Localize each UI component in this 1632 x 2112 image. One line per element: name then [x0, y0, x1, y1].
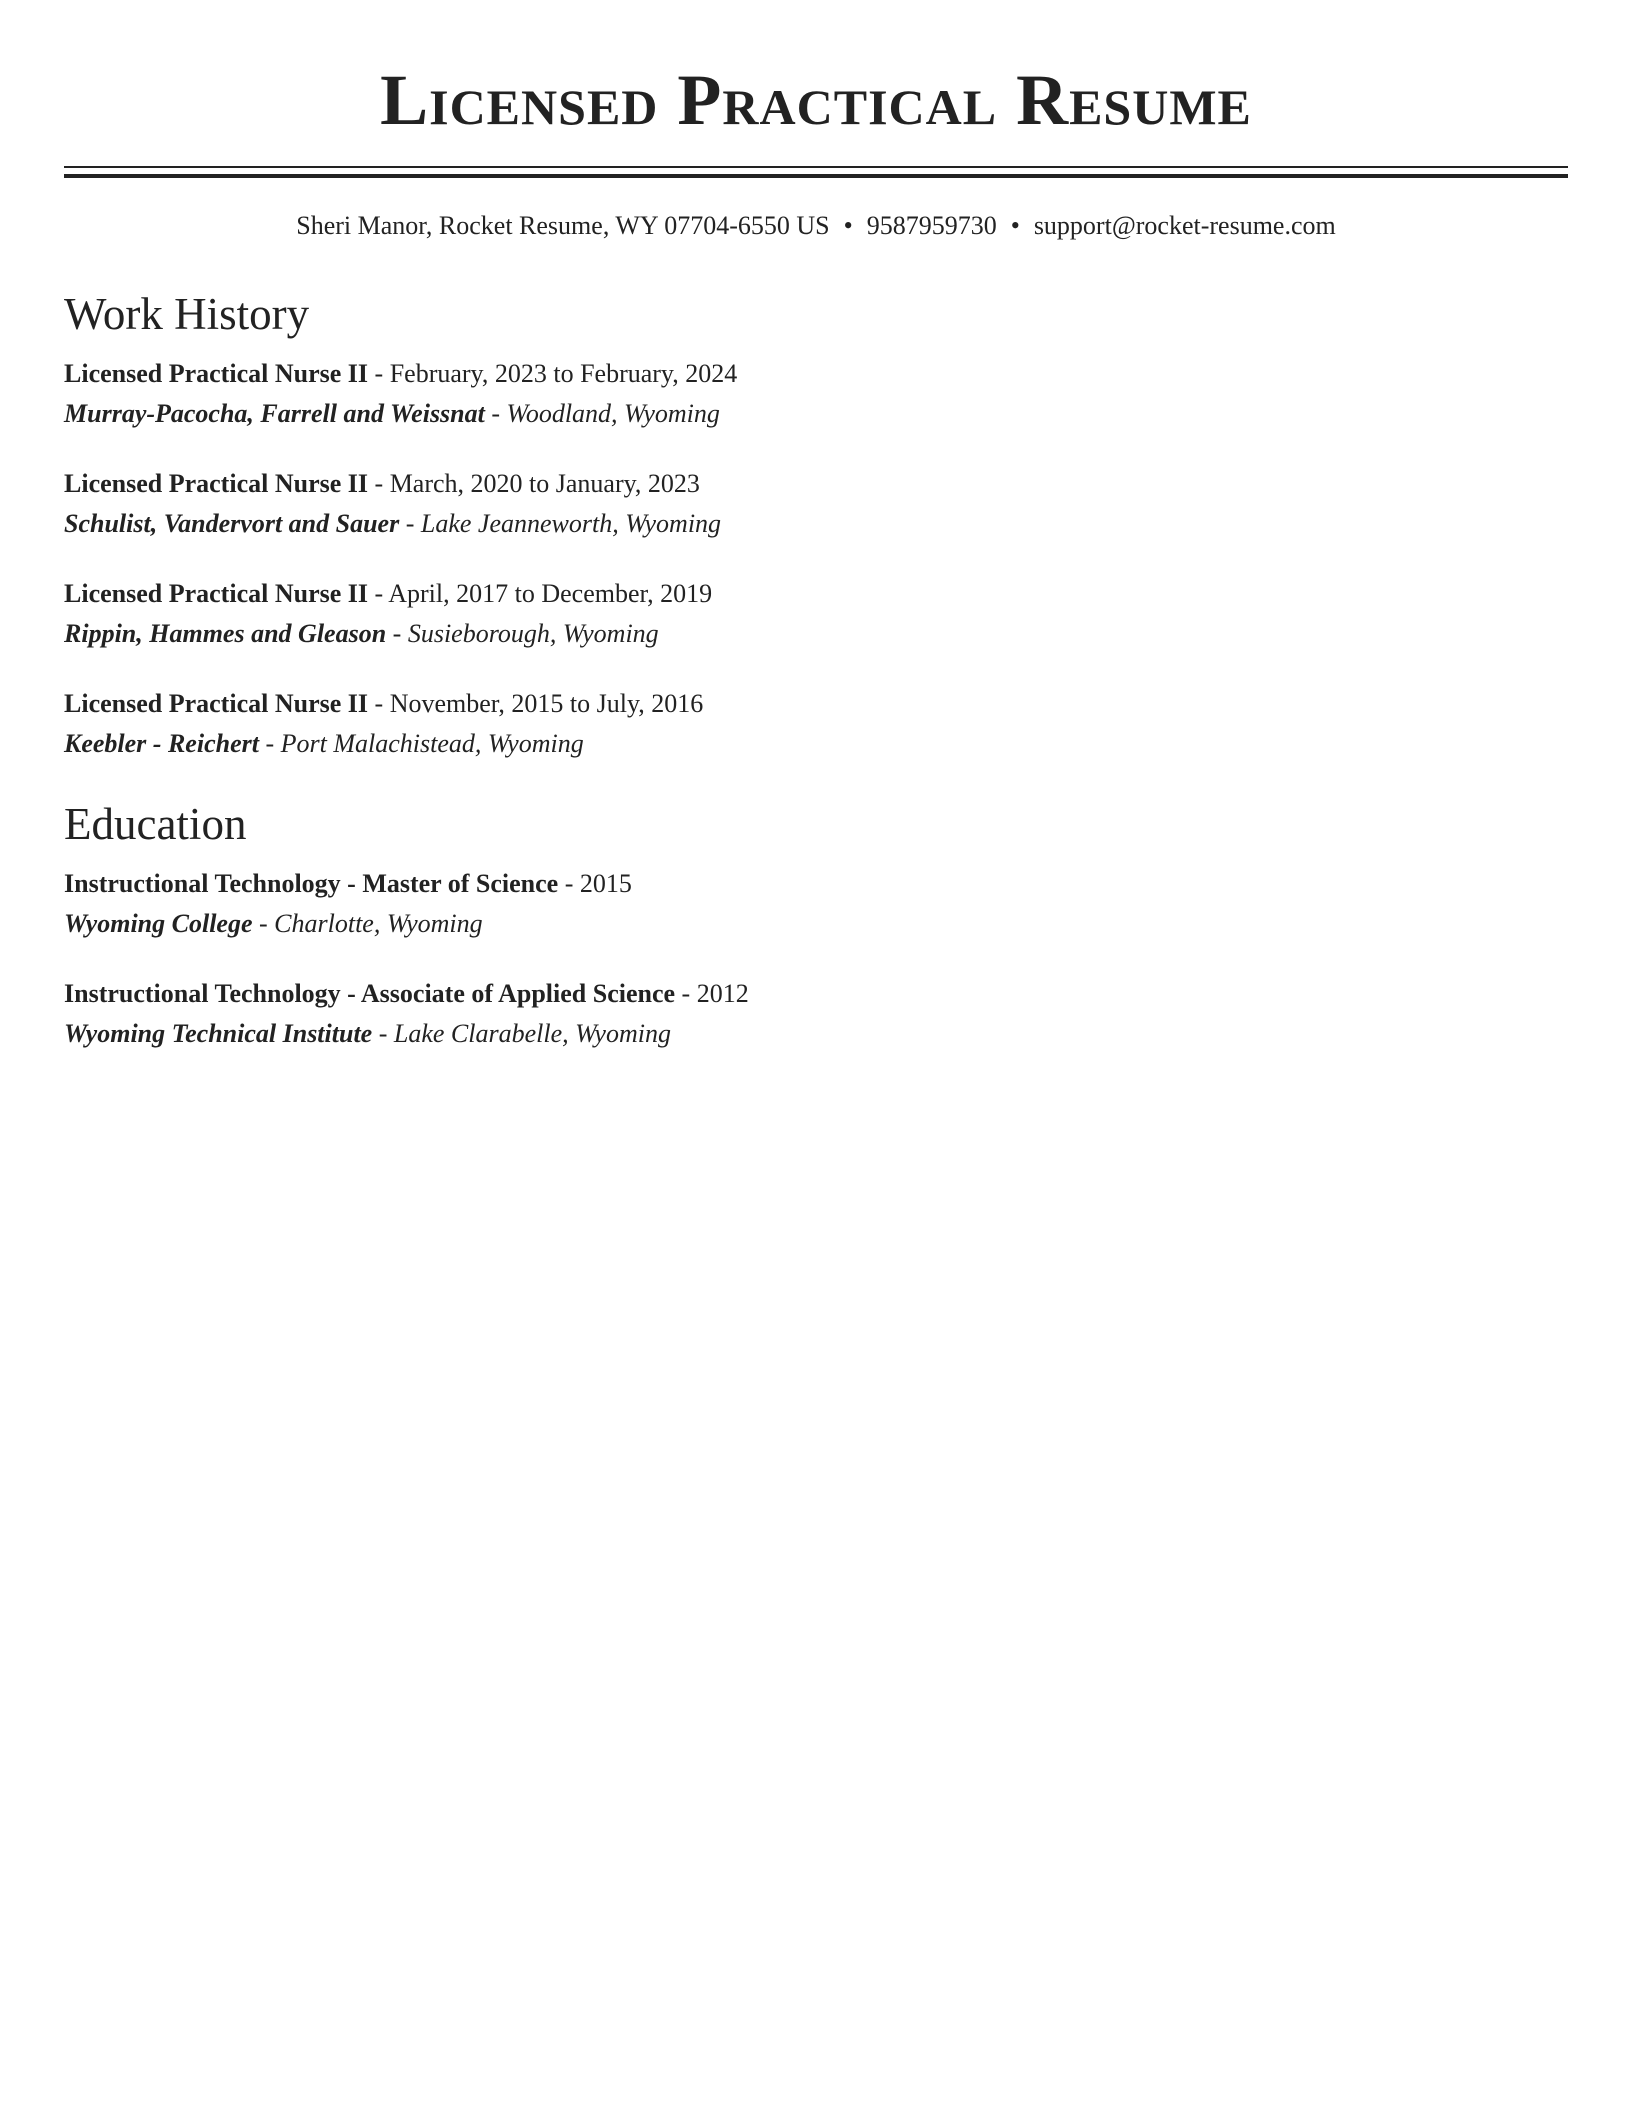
- work-entry-line-1: Licensed Practical Nurse II - March, 2020 to January, 2023: [64, 469, 700, 498]
- work-entry: [64, 574, 1568, 654]
- education-entry-line-2: Wyoming Technical Institute - Lake Clarabelle, Wyoming: [64, 1019, 671, 1048]
- school-name: Wyoming Technical Institute: [64, 1019, 373, 1048]
- company-name: Schulist, Vandervort and Sauer: [64, 509, 400, 538]
- work-entry: [64, 464, 1568, 544]
- job-title: Licensed Practical Nurse II: [64, 359, 369, 388]
- graduation-year: 2015: [579, 869, 632, 898]
- job-dates: April, 2017 to December, 2019: [388, 579, 713, 608]
- company-name: Rippin, Hammes and Gleason: [64, 619, 387, 648]
- work-entry-line-1: Licensed Practical Nurse II - April, 2017 to December, 2019: [64, 579, 713, 608]
- title-divider: [64, 166, 1568, 178]
- work-entry-line-1: Licensed Practical Nurse II - November, 2015 to July, 2016: [64, 689, 704, 718]
- job-dates: November, 2015 to July, 2016: [389, 689, 704, 718]
- education-entry-line-2: Wyoming College - Charlotte, Wyoming: [64, 909, 483, 938]
- resume-page: [64, 0, 1568, 1054]
- job-title: Licensed Practical Nurse II: [64, 469, 369, 498]
- education-entry-line-1: Instructional Technology - Associate of Applied Science - 2012: [64, 979, 749, 1008]
- work-entry-line-2: Rippin, Hammes and Gleason - Susieborough, Wyoming: [64, 619, 659, 648]
- school-name: Wyoming College: [64, 909, 253, 938]
- job-dates: February, 2023 to February, 2024: [389, 359, 738, 388]
- work-history-heading: Work History: [64, 289, 310, 339]
- work-entry: [64, 684, 1568, 764]
- education-entry: [64, 864, 1568, 944]
- contact-line: [64, 208, 1568, 244]
- work-entry: [64, 354, 1568, 434]
- work-entry-line-2: Murray-Pacocha, Farrell and Weissnat - Woodland, Wyoming: [64, 399, 720, 428]
- job-dates: March, 2020 to January, 2023: [389, 469, 700, 498]
- company-name: Keebler - Reichert: [64, 729, 259, 758]
- graduation-year: 2012: [696, 979, 749, 1008]
- page-title: Licensed Practical Resume: [380, 60, 1252, 140]
- company-location: Woodland, Wyoming: [506, 399, 720, 428]
- company-location: Susieborough, Wyoming: [407, 619, 659, 648]
- school-location: Charlotte, Wyoming: [274, 909, 483, 938]
- degree-name: Instructional Technology - Associate of Applied Science: [64, 979, 676, 1008]
- education-heading: Education: [64, 799, 247, 849]
- company-name: Murray-Pacocha, Farrell and Weissnat: [64, 399, 485, 428]
- work-entry-line-2: Schulist, Vandervort and Sauer - Lake Jeanneworth, Wyoming: [64, 509, 722, 538]
- work-history-list: [64, 354, 1568, 764]
- job-title: Licensed Practical Nurse II: [64, 689, 369, 718]
- company-location: Port Malachistead, Wyoming: [280, 729, 584, 758]
- divider-thick-line: [64, 174, 1568, 178]
- contact-address: Sheri Manor, Rocket Resume, WY 07704-6550 US: [296, 211, 830, 240]
- degree-name: Instructional Technology - Master of Science: [64, 869, 559, 898]
- education-entry-line-1: Instructional Technology - Master of Science - 2015: [64, 869, 632, 898]
- education-list: [64, 864, 1568, 1054]
- contact-separator: •: [843, 211, 853, 240]
- education-entry: [64, 974, 1568, 1054]
- school-location: Lake Clarabelle, Wyoming: [393, 1019, 671, 1048]
- job-title: Licensed Practical Nurse II: [64, 579, 369, 608]
- work-entry-line-2: Keebler - Reichert - Port Malachistead, Wyoming: [64, 729, 584, 758]
- contact-phone: 9587959730: [866, 211, 997, 240]
- work-entry-line-1: Licensed Practical Nurse II - February, 2023 to February, 2024: [64, 359, 738, 388]
- contact-email: support@rocket-resume.com: [1033, 211, 1336, 240]
- company-location: Lake Jeanneworth, Wyoming: [420, 509, 722, 538]
- contact-separator: •: [1010, 211, 1020, 240]
